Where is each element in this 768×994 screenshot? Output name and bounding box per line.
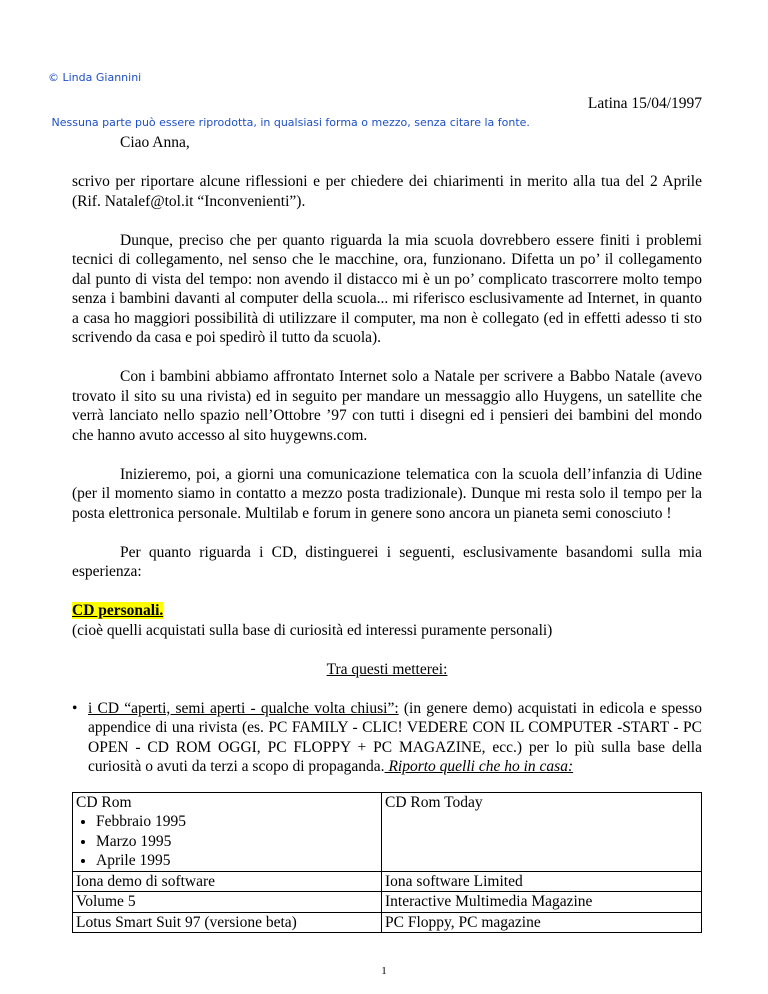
table-row (73, 892, 702, 913)
bullet-icon: • (72, 699, 78, 717)
table-cell (73, 792, 382, 871)
section-heading (72, 601, 702, 621)
cell-title: CD Rom (76, 793, 132, 811)
bullet-item (72, 699, 702, 777)
table-row (73, 912, 702, 933)
list-item: • Aprile 1995 (96, 851, 378, 871)
list-item: • Febbraio 1995 (96, 812, 378, 832)
page-number: 1 (381, 965, 387, 977)
table-cell: PC Floppy, PC magazine (382, 912, 702, 933)
bullet-lead: i CD “aperti, semi aperti - qualche volta chiusi”: (88, 699, 399, 717)
section-heading-text: CD personali. (72, 602, 164, 619)
paragraph-cd: Per quanto riguarda i CD, distinguerei i seguenti, esclusivamente basandomi sulla mia esperienza: (72, 543, 702, 580)
table-row (73, 871, 702, 892)
section-subtitle: (cioè quelli acquistati sulla base di curiosità ed interessi puramente personali) (72, 621, 553, 639)
paragraph-udine: Inizieremo, poi, a giorni una comunicazione telematica con la scuola dell’infanzia di Udine (per il momento siamo in contatto a mezzo posta tradizionale). Dunque mi resta solo il tempo per la posta elettronica personale. Multilab e forum in genere sono ancora un pianeta semi conosciuto ! (72, 465, 702, 522)
cell-list (76, 812, 378, 871)
table-cell: Iona software Limited (382, 871, 702, 892)
table-cell: Interactive Multimedia Magazine (382, 892, 702, 913)
letter-date: Latina 15/04/1997 (587, 95, 702, 112)
paragraph-internet: Con i bambini abbiamo affrontato Internet solo a Natale per scrivere a Babbo Natale (avevo trovato il sito su una rivista) ed in seguito per mandare un messaggio allo Huygens, un satellite che verrà lanciato nello spazio nell’Ottobre ’97 con tutti i disegni ed i pensieri dei bambini del mondo che hanno avuto accesso al sito huygewns.com. (72, 368, 702, 444)
bullet-tail: Riporto quelli che ho in casa: (384, 758, 574, 775)
table-cell: Volume 5 (73, 892, 382, 913)
table-cell: Lotus Smart Suit 97 (versione beta) (73, 912, 382, 933)
paragraph-intro: scrivo per riportare alcune riflessioni e per chiedere dei chiarimenti in merito alla tua del 2 Aprile (Rif. Natalef@tol.it “Inconvenienti”). (72, 173, 702, 210)
paragraph-school: Dunque, preciso che per quanto riguarda la mia scuola dovrebbero essere finiti i problemi tecnici di collegamento, nel senso che le macchine, ora, funzionano. Difetta un po’ il collegamento dal punto di vista del tempo: non avendo il distacco mi è un po’ complicato trascorrere molto tempo senza i bambini davanti al computer della scuola... mi riferisco esclusivamente ad Internet, in quanto a casa ho maggiori possibilità di utilizzare il computer, ma non è collegato (ed in effetti adesso ti sto scrivendo da casa e poi spedirò il tutto da scuola). (72, 231, 702, 346)
copyright-line: © Linda Giannini (48, 71, 142, 84)
greeting: Ciao Anna, (120, 134, 190, 151)
list-intro: Tra questi metterei: (326, 660, 448, 678)
bullet-body: (in genere demo) acquistati in edicola e spesso appendice di una rivista (es. PC FAMILY - CLIC! VEDERE CON IL COMPUTER -START - PC OPEN - CD ROM OGGI, PC FLOPPY + PC MAGAZINE, ecc.) per lo più sulla base della curiosità o avuti da terzi a scopo di propaganda. (88, 699, 702, 775)
list-item: • Marzo 1995 (96, 832, 378, 852)
cd-table (72, 792, 702, 934)
letter-body (72, 94, 702, 933)
table-row (73, 792, 702, 871)
table-cell: CD Rom Today (382, 792, 702, 871)
table-cell: Iona demo di software (73, 871, 382, 892)
bullet-text (88, 699, 702, 777)
rights-notice: Nessuna parte può essere riprodotta, in qualsiasi forma o mezzo, senza citare la fonte. (48, 116, 530, 129)
